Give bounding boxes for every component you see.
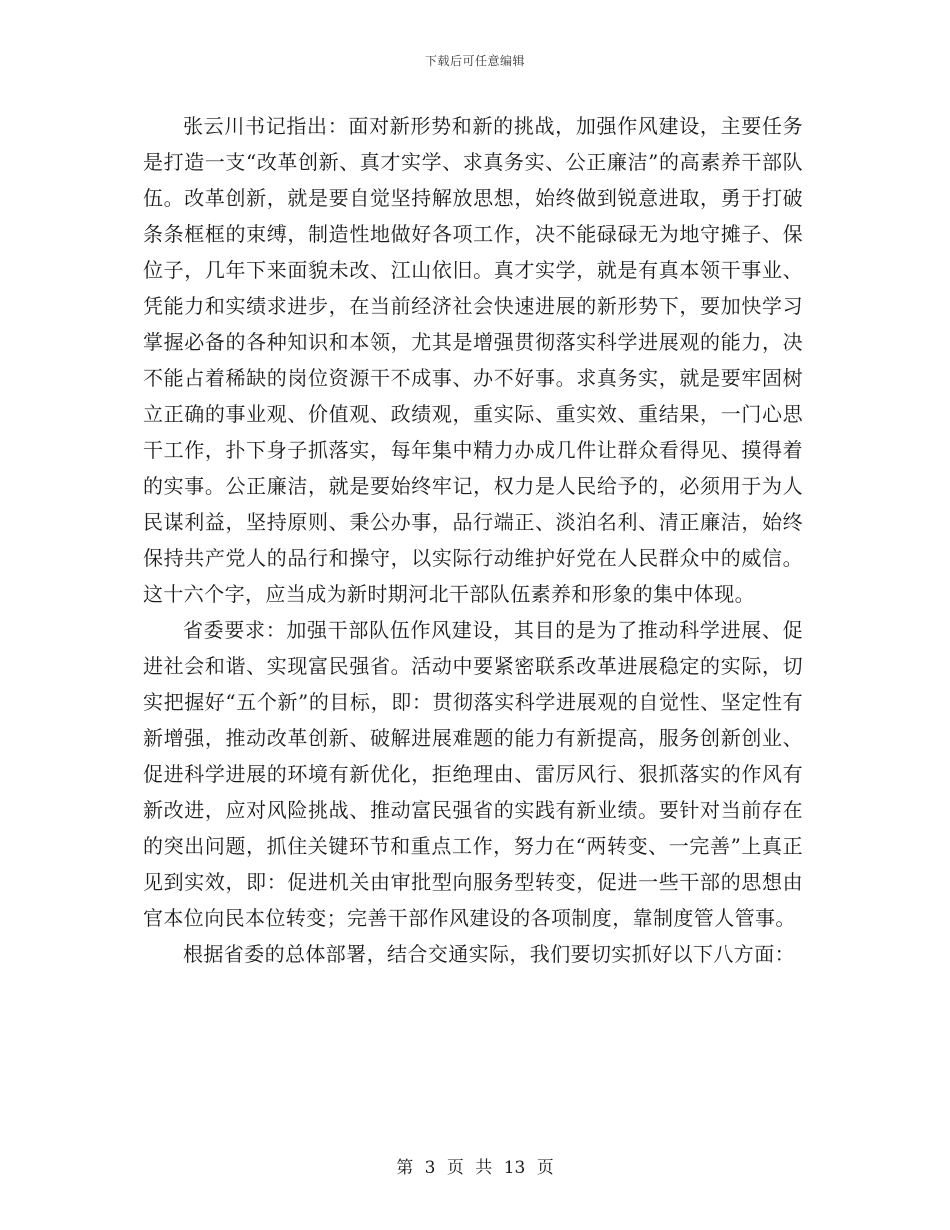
page-header-note: 下载后可任意编辑 — [424, 54, 525, 68]
paragraph-1: 张云川书记指出：面对新形势和新的挑战，加强作风建设，主要任务是打造一支“改革创新、真才实学、求真务实、公正廉洁”的高素养干部队伍。改革创新，就是要自觉坚持解放思想，始终做到锐意进取，勇于打破条条框框的束缚，制造性地做好各项工作，决不能碌碌无为地守摊子、保位子，几年下来面貌未改、江山依旧。真才实学，就是有真本领干事业、凭能力和实绩求进步，在当前经济社会快速进展的新形势下，要加快学习掌握必备的各种知识和本领，尤其是增强贯彻落实科学进展观的能力，决不能占着稀缺的岗位资源干不成事、办不好事。求真务实，就是要牢固树立正确的事业观、价值观、政绩观，重实际、重实效、重结果，一门心思干工作，扑下身子抓落实，每年集中精力办成几件让群众看得见、摸得着的实事。公正廉洁，就是要始终牢记，权力是人民给予的，必须用于为人民谋利益，坚持原则、秉公办事，品行端正、淡泊名利、清正廉洁，始终保持共产党人的品行和操守，以实际行动维护好党在人民群众中的威信。这十六个字，应当成为新时期河北干部队伍素养和形象的集中体现。 — [143, 114, 803, 606]
paragraph-3: 根据省委的总体部署，结合交通实际，我们要切实抓好以下八方面： — [183, 942, 795, 966]
document-body — [143, 108, 803, 972]
page-number-footer: 第 3 页 共 13 页 — [396, 1158, 554, 1178]
paragraph-2: 省委要求：加强干部队伍作风建设，其目的是为了推动科学进展、促进社会和谐、实现富民强省。活动中要紧密联系改革进展稳定的实际，切实把握好“五个新”的目标，即：贯彻落实科学进展观的自觉性、坚定性有新增强，推动改革创新、破解进展难题的能力有新提高，服务创新创业、促进科学进展的环境有新优化，拒绝理由、雷厉风行、狠抓落实的作风有新改进，应对风险挑战、推动富民强省的实践有新业绩。要针对当前存在的突出问题，抓住关键环节和重点工作，努力在“两转变、一完善”上真正见到实效，即：促进机关由审批型向服务型转变，促进一些干部的思想由官本位向民本位转变；完善干部作风建设的各项制度，靠制度管人管事。 — [143, 618, 803, 930]
